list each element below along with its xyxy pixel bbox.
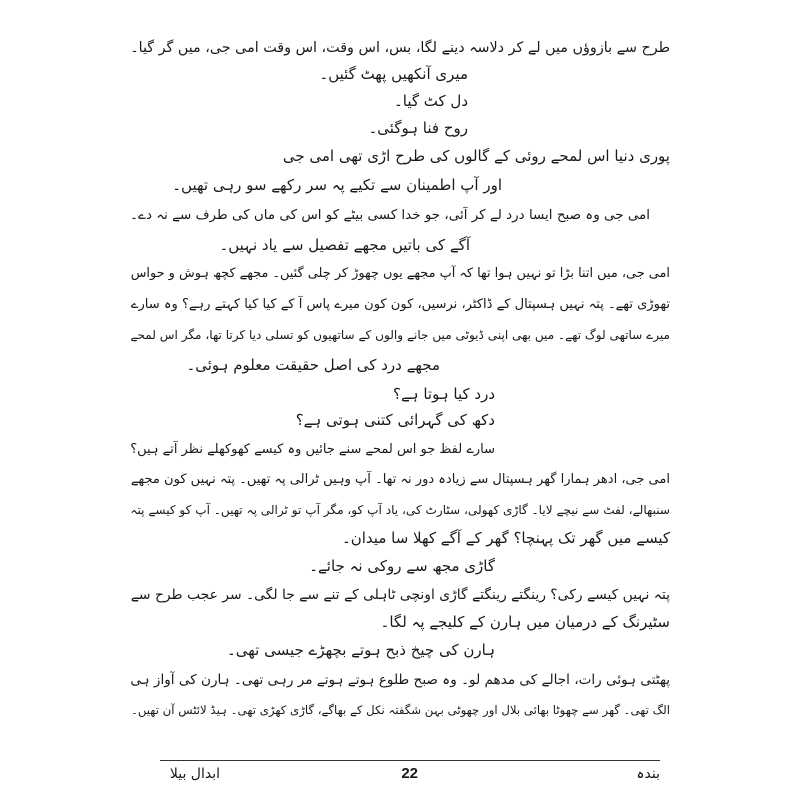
text-line: امی جی، ادھر ہمارا گھر ہسپتال سے زیادہ دور نہ تھا۔ آپ وہیں ٹرالی پہ تھیں۔ پتہ نہیں کون مجھے [130, 472, 670, 487]
text-line: سارے لفظ جو اس لمحے سنے جائیں وہ کیسے کھوکھلے نظر آتے ہیں؟ [130, 442, 495, 457]
text-line: کیسے میں گھر تک پہنچا؟ گھر کے آگے کھلا سا میدان۔ [341, 529, 670, 547]
text-line: ہارن کی چیخ ذبح ہوتے بچھڑے جیسی تھی۔ [226, 641, 495, 659]
text-line: مجھے درد کی اصل حقیقت معلوم ہوئی۔ [186, 356, 440, 374]
text-line: دکھ کی گہرائی کتنی ہوتی ہے؟ [295, 411, 495, 429]
text-line: گاڑی مجھ سے روکی نہ جائے۔ [309, 557, 495, 575]
text-line: میرے ساتھی لوگ تھے۔ میں بھی اپنی ڈیوٹی میں جانے والوں کے ساتھیوں کو تسلی دیا کرتا تھا، مگر اس لمحے [130, 328, 670, 342]
text-line: پوری دنیا اس لمحے روئی کے گالوں کی طرح اڑی تھی امی جی [282, 147, 670, 165]
text-line: پھٹتی ہوئی رات، اجالے کی مدھم لو۔ وہ صبح طلوع ہوتے ہوتے مر رہی تھی۔ ہارن کی آواز ہی [130, 672, 670, 688]
text-line: سنبھالے، لفٹ سے نیچے لایا۔ گاڑی کھولی، سٹارٹ کی، یاد آپ کو، مگر آپ تو ٹرالی پہ تھیں۔ آپ کو کیسے پتہ [130, 503, 670, 517]
page-number: 22 [401, 765, 418, 782]
footer-divider [160, 760, 660, 761]
text-line: درد کیا ہوتا ہے؟ [393, 385, 495, 403]
footer-running-head-right: بندہ [636, 766, 660, 782]
text-line: دل کٹ گیا۔ [393, 92, 468, 110]
text-line: اور آپ اطمینان سے تکیے پہ سر رکھے سو رہی تھیں۔ [172, 176, 502, 194]
text-line: آگے کی باتیں مجھے تفصیل سے یاد نہیں۔ [219, 236, 470, 254]
text-line: امی جی، میں اتنا بڑا تو نہیں ہوا تھا کہ آپ مجھے یوں چھوڑ کر چلی گئیں۔ مجھے کچھ ہوش و حواس [130, 266, 670, 281]
text-line: میری آنکھیں پھٹ گئیں۔ [319, 65, 468, 83]
text-line: روح فنا ہوگئی۔ [368, 119, 468, 137]
text-line: پتہ نہیں کیسے رکی؟ رینگتے رینگتے گاڑی اونچی ٹاہلی کے تنے سے جا لگی۔ سر عجب طرح سے [130, 587, 670, 603]
text-line: الگ تھی۔ گھر سے چھوٹا بھائی بلال اور چھوٹی بہن شگفتہ نکل کے بھاگے، گاڑی کھڑی تھی۔ ہیڈ لائٹس آن تھیں۔ [130, 703, 670, 717]
text-line: سٹیرنگ کے درمیان میں ہارن کے کلیجے پہ لگا۔ [380, 613, 670, 631]
text-line: تھوڑی تھے۔ پتہ نہیں ہسپتال کے ڈاکٹر، نرسیں، کون کون میرے پاس آ کے کیا کیا کہتے رہے؟ وہ سارے [130, 297, 670, 312]
text-line: طرح سے بازوؤں میں لے کر دلاسہ دینے لگا، بس، اس وقت، اس وقت امی جی، میں گر گیا۔ [130, 40, 670, 56]
text-line: امی جی وہ صبح ایسا درد لے کر آئی، جو خدا کسی بیٹے کو اس کی ماں کی طرف سے نہ دے۔ [130, 207, 650, 223]
footer-author-name: ابدال بیلا [169, 766, 220, 782]
